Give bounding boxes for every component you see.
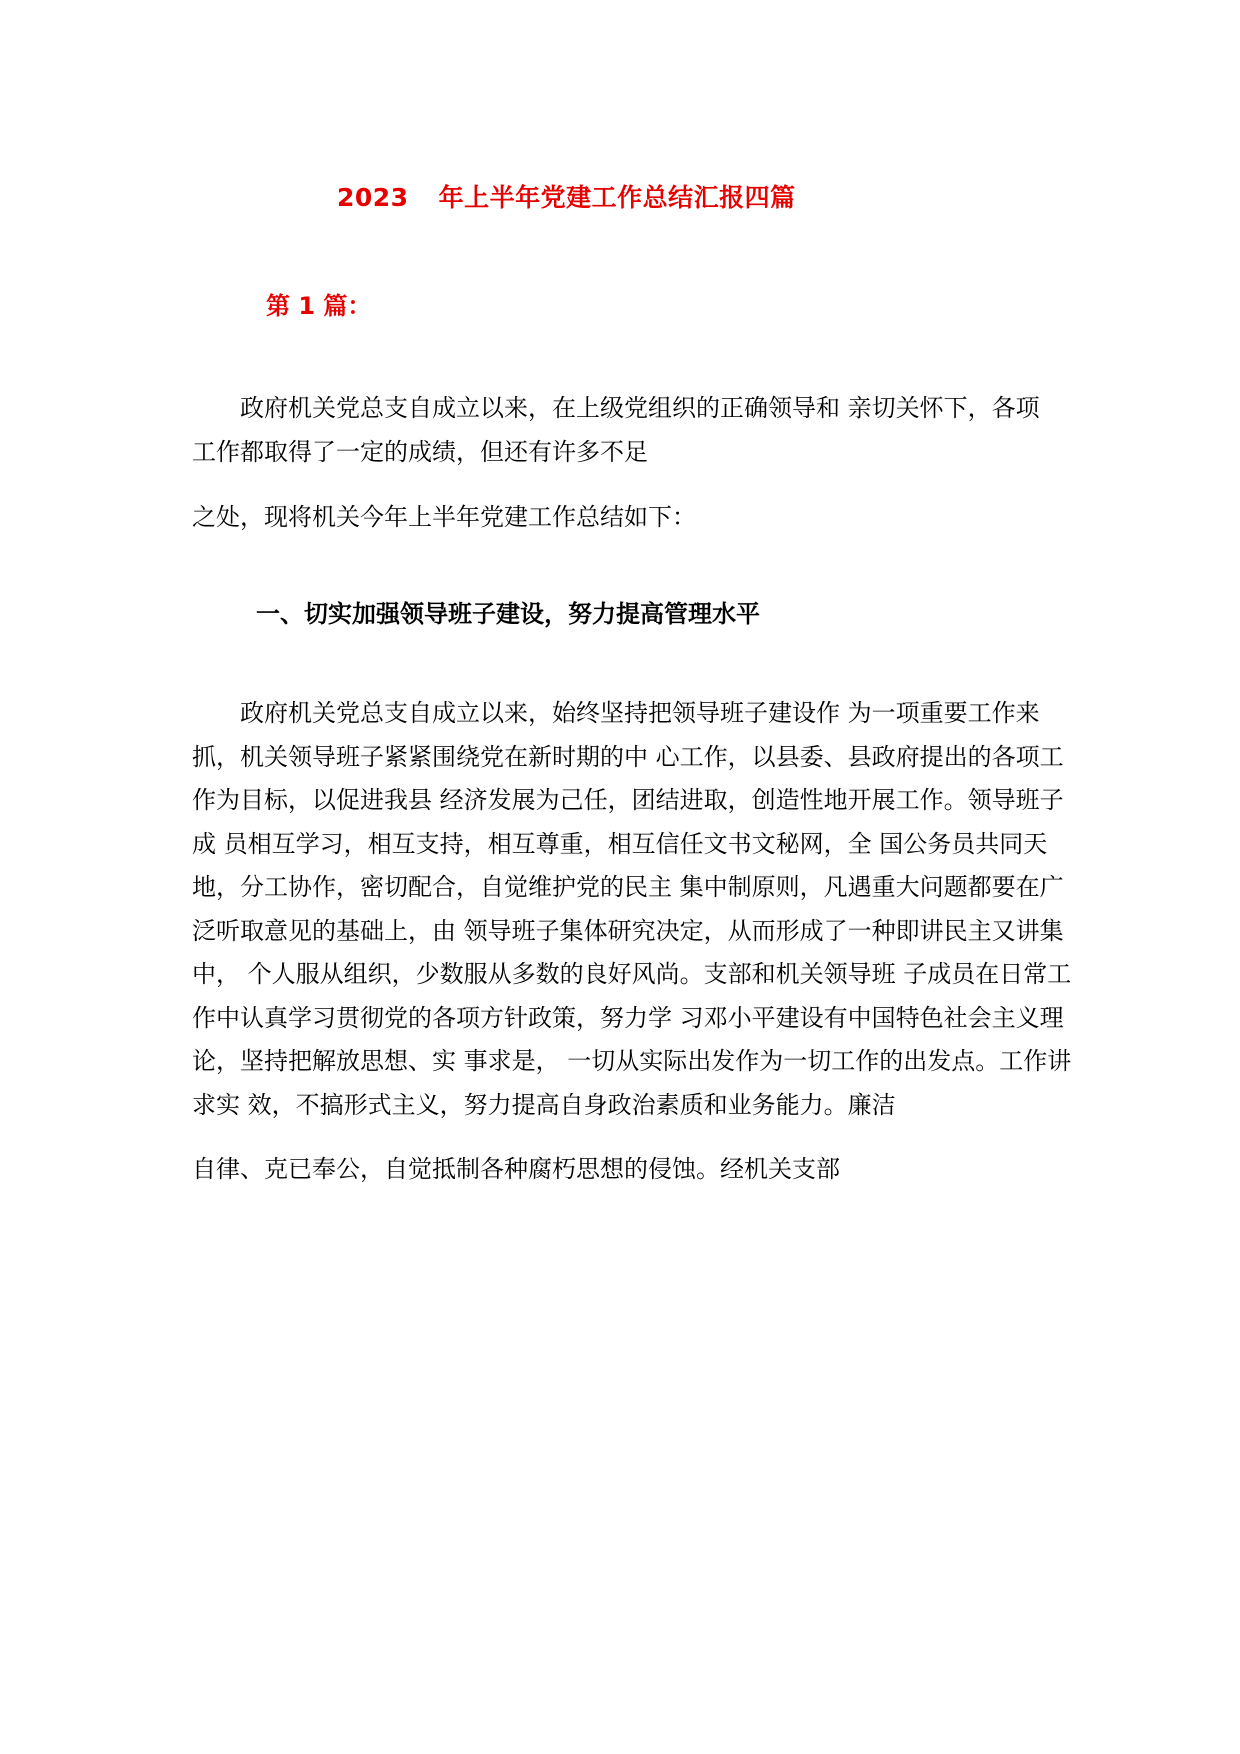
body-line: 作中认真学习贯彻党的各项方针政策，努力学 习邓小平建设有中国特色社会主义理 [192,1003,1064,1032]
intro-tail-line: 之处，现将机关今年上半年党建工作总结如下： [192,503,696,531]
document-title [337,178,796,214]
body-line: 求实 效，不搞形式主义，努力提高自身政治素质和业务能力。廉洁 [192,1090,896,1119]
body-line: 地，分工协作，密切配合，自觉维护党的民主 集中制原则，凡遇重大问题都要在广 [192,873,1064,901]
body-line: 成 员相互学习，相互支持，相互尊重，相互信任文书文秘网，全 国公务员共同天 [192,829,1048,858]
title-text: 年上半年党建工作总结汇报四篇 [438,183,796,212]
title-year: 2023 [337,183,409,212]
section-heading: 一、切实加强领导班子建设，努力提高管理水平 [256,600,760,628]
part-label: 第 1 篇： [266,292,372,320]
body-line: 中， 个人服从组织，少数服从多数的良好风尚。支部和机关领导班 子成员在日常工 [192,960,1072,988]
intro-paragraph [192,387,1067,474]
body-paragraph [192,692,1072,1127]
body-line: 作为目标，以促进我县 经济发展为己任，团结进取，创造性地开展工作。领导班子 [192,786,1064,814]
body-line: 政府机关党总支自成立以来，始终坚持把领导班子建设作 为一项重要工作来 [192,699,1040,727]
body-tail-line: 自律、克已奉公，自觉抵制各种腐朽思想的侵蚀。经机关支部 [192,1155,840,1183]
body-line: 泛听取意见的基础上，由 领导班子集体研究决定，从而形成了一种即讲民主又讲集 [192,916,1064,945]
body-line: 论，坚持把解放思想、实 事求是， 一切从实际出发作为一切工作的出发点。工作讲 [192,1047,1072,1075]
intro-line: 工作都取得了一定的成绩，但还有许多不足 [192,437,648,466]
body-paragraph-tail [192,1148,1067,1192]
intro-paragraph-tail [192,496,1067,540]
intro-line: 政府机关党总支自成立以来，在上级党组织的正确领导和 亲切关怀下，各项 [192,394,1040,422]
body-line: 抓，机关领导班子紧紧围绕党在新时期的中 心工作，以县委、县政府提出的各项工 [192,742,1064,771]
